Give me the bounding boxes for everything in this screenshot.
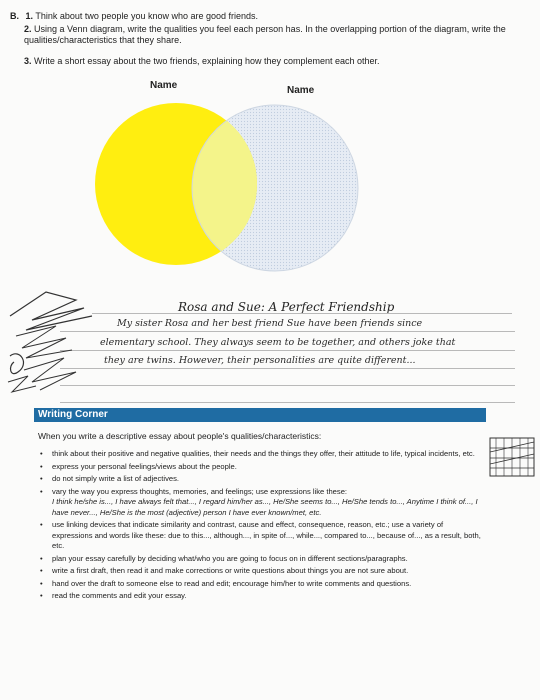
bullet-icon: • [40,461,43,471]
task-text: Think about two people you know who are good friends. [35,11,259,21]
list-item: • vary the way you express thoughts, memories, and feelings; use expressions like these: I think he/she is..., I have always felt that..., I regard him/her as..., He/She seems to..., He/She tends to..., Anytime I think of..., I have never..., He/She is the most (adjective) person I have ever known/met, etc. [40,486,478,517]
task-text: Using a Venn diagram, write the qualities you feel each person has. In the overlapping portion of the diagram, write the qualities/characteristics that they share. [24,24,506,45]
ruled-line [60,385,515,386]
list-item: • plan your essay carefully by deciding what/who you are going to focus on in different sections/paragraphs. [40,553,408,563]
list-item: • do not simply write a list of adjectives. [40,474,180,483]
list-item: • hand over the draft to someone else to read and edit; encourage him/her to write comments and questions. [40,578,412,588]
bullet-icon: • [40,449,43,458]
bullet-icon: • [40,553,43,563]
bullet-icon: • [40,474,43,483]
task-number: 2. [24,24,32,34]
list-item: • read the comments and edit your essay. [40,591,187,600]
venn-right-label: Name [287,85,315,96]
list-item: • write a first draft, then read it and make corrections or write questions about things you are not sure about. [40,566,409,575]
ruled-line [60,350,515,351]
task-2 [24,24,529,46]
task-text: Write a short essay about the two friends, explaining how they complement each other. [34,56,380,66]
ruled-line [92,313,512,314]
list-item: • use linking devices that indicate similarity and contrast, cause and effect, consequence, reason, etc.; use a variety of expressions and words like these: due to this..., although..., in spite of..., while..., compared to..., because of..., as a result, both, etc. [40,520,481,550]
bullet-icon: • [40,520,43,529]
essay-title: Rosa and Sue: A Perfect Friendship [178,300,395,314]
task-1 [10,11,258,22]
margin-sketch-icon [488,434,536,482]
essay-line-2: elementary school. They always seem to be together, and others joke that [100,337,456,348]
essay-line-1: My sister Rosa and her best friend Sue have been friends since [117,318,423,329]
scribble-doodle-icon [6,286,102,396]
list-item: • express your personal feelings/views about the people. [40,461,237,471]
essay-line-3: they are twins. However, their personalities are quite different... [104,355,416,366]
ruled-line [60,402,515,403]
bullet-icon: • [40,486,43,496]
ruled-line [60,331,515,332]
ruled-line [60,368,515,369]
bullet-icon: • [40,578,43,588]
venn-left-label: Name [150,80,178,91]
task-3 [24,56,380,67]
section-label: B. [10,11,19,21]
writing-corner-banner: Writing Corner [34,408,486,422]
bullet-icon: • [40,591,43,600]
writing-corner-list [40,449,485,604]
expressions-examples: I think he/she is..., I have always felt that..., I regard him/her as..., He/She seems to..., He/She tends to..., Anytime I think of..., I have never..., He/She is the most (adjective) person I have ever known/met, etc. [52,497,478,517]
task-number: 1. [25,11,34,21]
venn-diagram [90,96,360,281]
bullet-icon: • [40,566,43,575]
list-item: • think about their positive and negative qualities, their needs and the things they offer, their attitude to life, typical incidents, etc. [40,449,475,458]
task-number: 3. [24,56,32,66]
writing-corner-intro: When you write a descriptive essay about people's qualities/characteristics: [38,431,322,441]
